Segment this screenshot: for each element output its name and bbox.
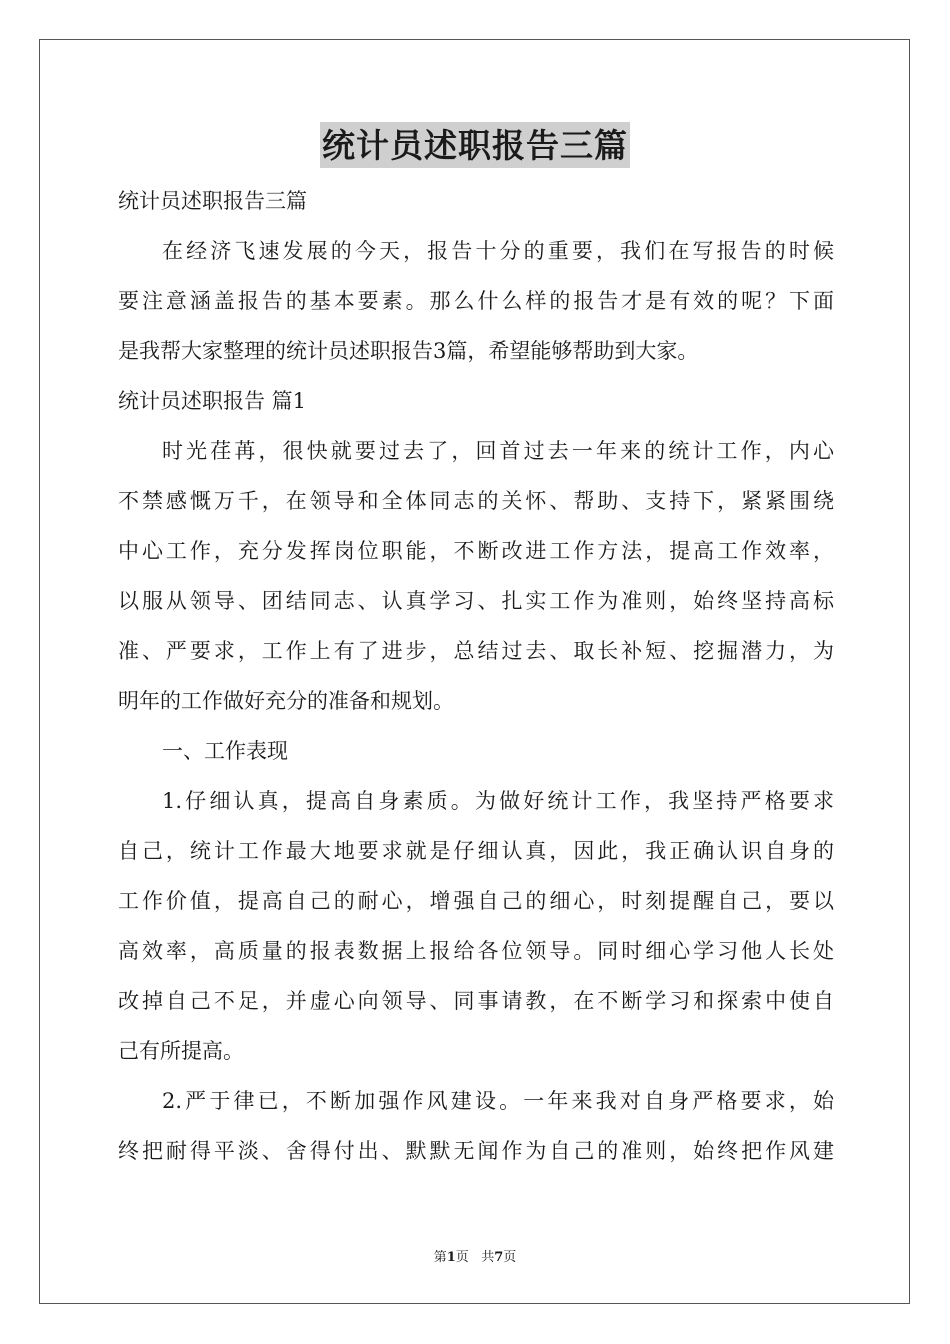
text-line: 一、工作表现	[162, 739, 288, 763]
footer-page-suffix: 页	[455, 1250, 469, 1265]
text-line: 己有所提高。	[118, 1039, 244, 1063]
document-title: 统计员述职报告三篇	[320, 122, 630, 168]
text-line: 在经济飞速发展的今天，报告十分的重要，我们在写报告的时候	[162, 239, 834, 263]
title-container	[0, 122, 950, 168]
text-line: 高效率，高质量的报表数据上报给各位领导。同时细心学习他人长处	[118, 939, 834, 963]
footer-page-number: 1	[446, 1250, 456, 1265]
text-line: 自己，统计工作最大地要求就是仔细认真，因此，我正确认识自身的	[118, 839, 834, 863]
document-body	[118, 176, 834, 1176]
text-line: 时光荏苒，很快就要过去了，回首过去一年来的统计工作，内心	[162, 439, 834, 463]
page-footer	[0, 1246, 950, 1265]
text-line: 中心工作，充分发挥岗位职能，不断改进工作方法，提高工作效率，	[118, 539, 834, 563]
text-line: 以服从领导、团结同志、认真学习、扎实工作为准则，始终坚持高标	[118, 589, 834, 613]
footer-prefix: 第	[433, 1250, 447, 1265]
text-line: 终把耐得平淡、舍得付出、默默无闻作为自己的准则，始终把作风建	[118, 1139, 834, 1163]
text-line: 是我帮大家整理的统计员述职报告3篇，希望能够帮助到大家。	[118, 339, 699, 363]
text-line: 工作价值，提高自己的耐心，增强自己的细心，时刻提醒自己，要以	[118, 889, 834, 913]
text-line: 不禁感慨万千，在领导和全体同志的关怀、帮助、支持下，紧紧围绕	[118, 489, 834, 513]
text-line: 准、严要求，工作上有了进步，总结过去、取长补短、挖掘潜力，为	[118, 639, 834, 663]
text-line: 要注意涵盖报告的基本要素。那么什么样的报告才是有效的呢？下面	[118, 289, 834, 313]
footer-total-prefix: 共	[481, 1250, 495, 1265]
text-line: 统计员述职报告三篇	[118, 189, 307, 213]
text-line: 改掉自己不足，并虚心向领导、同事请教，在不断学习和探索中使自	[118, 989, 834, 1013]
text-line: 统计员述职报告 篇1	[118, 389, 307, 413]
text-line: 2.严于律已，不断加强作风建设。一年来我对自身严格要求，始	[162, 1089, 834, 1113]
footer-total-suffix: 页	[503, 1250, 517, 1265]
text-line: 明年的工作做好充分的准备和规划。	[118, 689, 454, 713]
footer-total-pages: 7	[494, 1250, 504, 1265]
text-line: 1.仔细认真，提高自身素质。为做好统计工作，我坚持严格要求	[162, 789, 834, 813]
